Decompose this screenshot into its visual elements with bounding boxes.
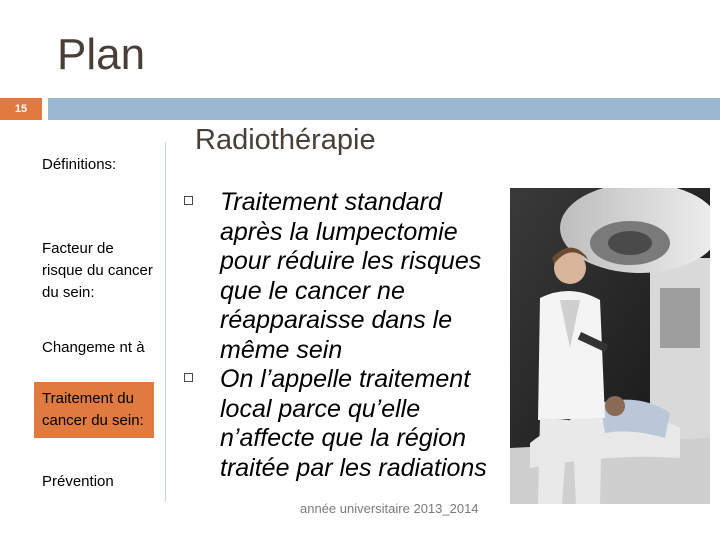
bullet-item: [180, 188, 500, 365]
bullet-text: On l’appelle traitement local parce qu’elle n’affecte que la région traitée par les radiations: [220, 365, 487, 482]
sidebar-item-change[interactable]: Changeme nt à: [42, 339, 145, 356]
square-bullet-icon: [184, 373, 193, 382]
sidebar-item-prevention[interactable]: Prévention: [42, 473, 114, 490]
square-bullet-icon: [184, 196, 193, 205]
header-bar: [48, 98, 720, 120]
sidebar-item-treatment[interactable]: Traitement du cancer du sein:: [34, 382, 154, 438]
bullet-item: [180, 365, 500, 483]
footer-text: année universitaire 2013_2014: [300, 501, 479, 516]
slide-number-badge: [0, 98, 42, 120]
section-title: Radiothérapie: [195, 124, 376, 156]
slide-number: 15: [14, 103, 28, 115]
sidebar-item-definitions[interactable]: Définitions:: [42, 156, 117, 173]
bullet-list: [180, 188, 500, 483]
radiotherapy-photo: [510, 188, 710, 504]
sidebar-divider: [165, 142, 166, 502]
bullet-text: Traitement standard après la lumpectomie pour réduire les risques que le cancer ne réapparaisse dans le même sein: [220, 188, 482, 364]
slide-title: Plan: [57, 30, 146, 79]
sidebar-item-risk-factors[interactable]: Facteur de risque du cancer du sein:: [42, 240, 153, 301]
